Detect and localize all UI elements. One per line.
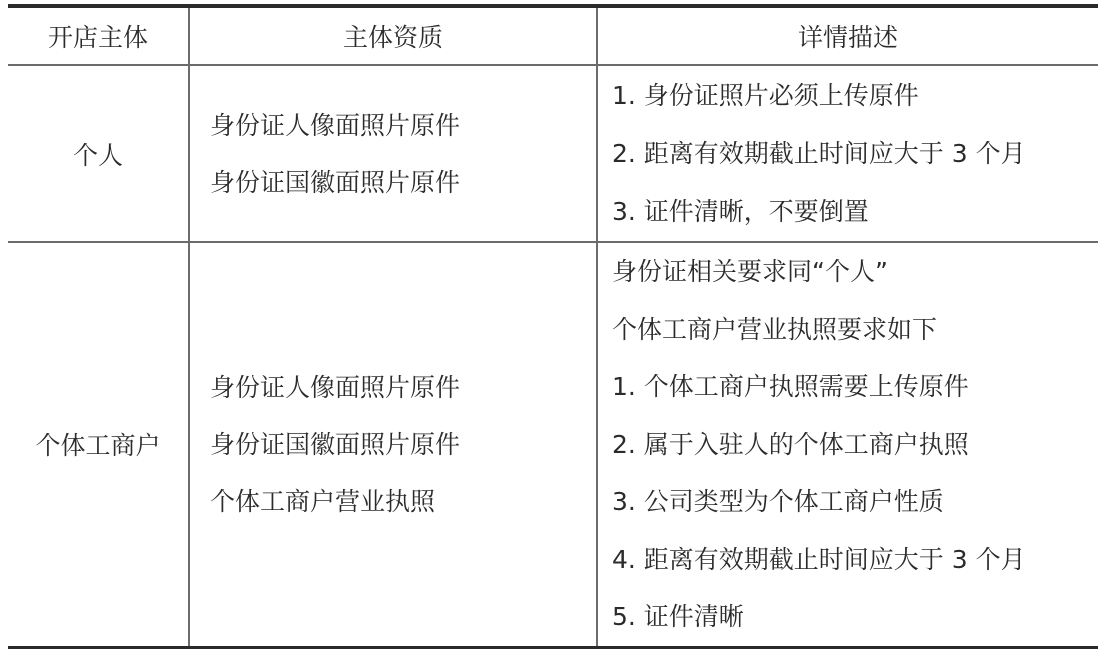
detail-item: 3. 证件清晰，不要倒置	[612, 196, 869, 226]
detail-item: 1. 身份证照片必须上传原件	[612, 80, 919, 110]
detail-item: 2. 属于入驻人的个体工商户执照	[612, 429, 969, 459]
header-store-subject: 开店主体	[8, 6, 189, 65]
details-cell	[597, 65, 1098, 242]
subject-cell: 个人	[8, 65, 189, 242]
header-detail-description: 详情描述	[597, 6, 1098, 65]
table-row	[8, 65, 1098, 242]
qualification-item: 身份证国徽面照片原件	[210, 167, 461, 197]
detail-item: 2. 距离有效期截止时间应大于 3 个月	[612, 138, 1026, 168]
requirements-table-container	[8, 4, 1098, 649]
table-header-row	[8, 6, 1098, 65]
detail-item: 个体工商户营业执照要求如下	[612, 314, 938, 344]
table-row	[8, 242, 1098, 647]
detail-item: 身份证相关要求同“个人”	[612, 257, 888, 286]
detail-item: 4. 距离有效期截止时间应大于 3 个月	[612, 544, 1026, 574]
header-subject-qualifications: 主体资质	[189, 6, 597, 65]
detail-item: 1. 个体工商户执照需要上传原件	[612, 372, 969, 401]
detail-item: 5. 证件清晰	[612, 602, 744, 631]
qualifications-cell	[189, 242, 597, 647]
subject-cell: 个体工商户	[8, 242, 189, 647]
qualification-item: 个体工商户营业执照	[210, 486, 436, 516]
qualification-item: 身份证国徽面照片原件	[210, 429, 461, 459]
details-cell	[597, 242, 1098, 647]
qualification-item: 身份证人像面照片原件	[210, 372, 461, 402]
store-subject-requirements-table	[8, 4, 1098, 649]
detail-item: 3. 公司类型为个体工商户性质	[612, 487, 944, 516]
qualification-item: 身份证人像面照片原件	[210, 110, 461, 140]
qualifications-cell	[189, 65, 597, 242]
